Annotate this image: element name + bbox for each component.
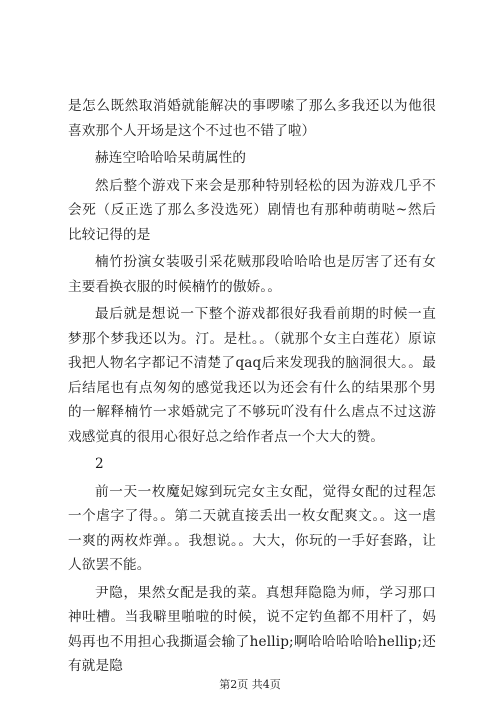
paragraph: 然后整个游戏下来会是那种特别轻松的因为游戏几乎不会死（反正选了那么多没选死）剧情也有那种萌萌哒~然后比较记得的是: [68, 177, 436, 243]
paragraph: 前一天一枚魔妃嫁到玩完女主女配，觉得女配的过程怎一个虐字了得。。第二天就直接丢出一枚女配爽文。。这一虐一爽的两枚炸弹。。我想说。。大大，你玩的一手好套路，让人欲罢不能。: [68, 483, 436, 573]
paragraph: 赫连空哈哈哈呆萌属性的: [95, 150, 247, 166]
paragraph: 最后就是想说一下整个游戏都很好我看前期的时候一直梦那个梦我还以为。汀。是杜。。（就那个女主白莲花）原谅我把人物名字都记不清楚了qaq后来发现我的脑洞很大。。最后结尾也有点匆匆的感觉我还以为还会有什么的结果那个男的一解释楠竹一求婚就完了不够玩吖没有什么虐点不过这游戏感觉真的很用心很好总之给作者点一个大大的赞。: [68, 306, 436, 445]
paragraph: 尹隐，果然女配是我的菜。真想拜隐隐为师，学习那口神吐槽。当我噼里啪啦的时候，说不定钓鱼都不用杆了，妈妈再也不用担心我撕逼会输了hellip;啊哈哈哈哈哈hellip;还有就是隐: [68, 584, 436, 674]
section-number: 2: [95, 456, 104, 472]
document-body: [68, 94, 436, 682]
paragraph: 是怎么既然取消婚就能解决的事啰嗦了那么多我还以为他很喜欢那个人开场是这个不过也不错了啦）: [68, 98, 436, 139]
paragraph: 楠竹扮演女装吸引采花贼那段哈哈哈也是厉害了还有女主要看换衣服的时候楠竹的傲娇。。: [68, 254, 436, 295]
page-number-footer: 第2页 共4页: [219, 678, 281, 691]
